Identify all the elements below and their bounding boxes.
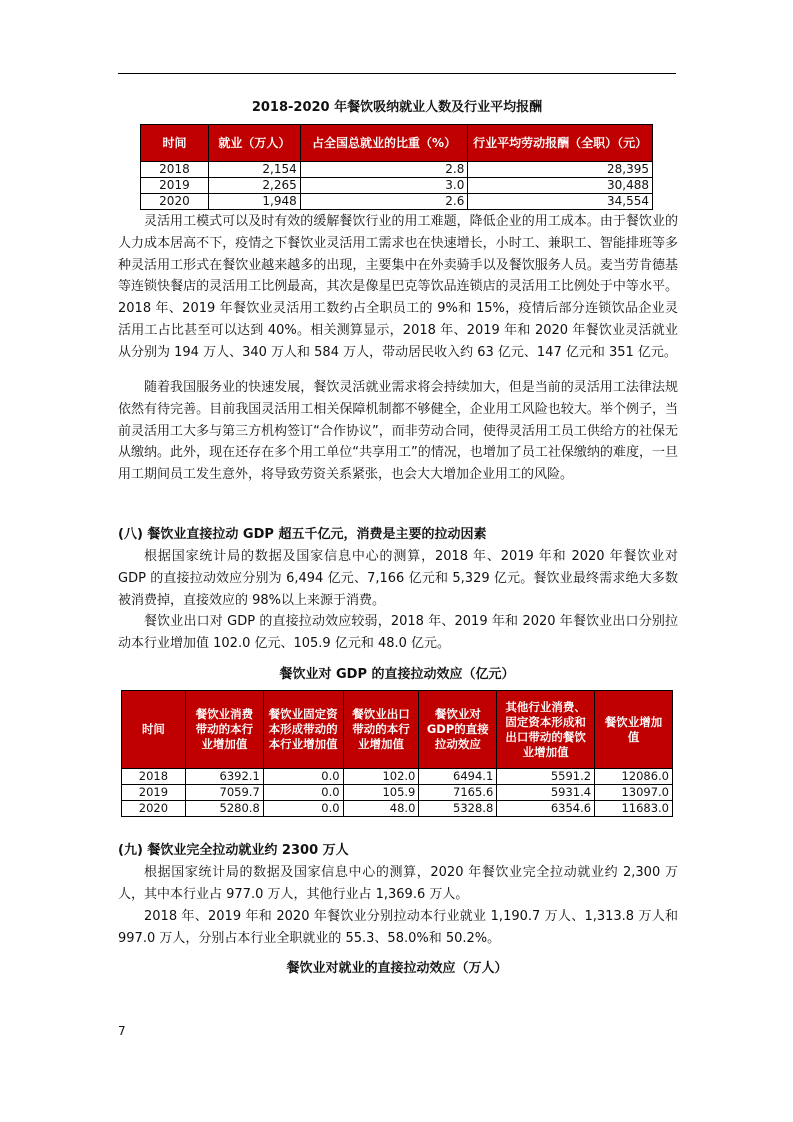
table-row xyxy=(141,194,653,210)
cell: 5328.8 xyxy=(419,801,497,817)
paragraph-total-employment: 根据国家统计局的数据及国家信息中心的测算，2020 年餐饮业完全拉动就业约 2,300 万人，其中本行业占 977.0 万人，其他行业占 1,369.6 万人。 xyxy=(118,865,678,902)
cell: 2018 xyxy=(122,769,186,785)
col-header: 时间 xyxy=(122,691,186,769)
paragraph-gdp-effect: 根据国家统计局的数据及国家信息中心的测算，2018 年、2019 年和 2020 年餐饮业对 GDP 的直接拉动效应分别为 6,494 亿元、7,166 亿元和 5,329 亿元。餐饮业最终需求绝大多数被消费掉，直接效应的 98%以上来源于消费。 xyxy=(118,549,678,608)
section-heading-employment: (九) 餐饮业完全拉动就业约 2300 万人 xyxy=(118,843,349,858)
cell: 11683.0 xyxy=(595,801,673,817)
page-number: 7 xyxy=(118,1024,126,1038)
col-header: 时间 xyxy=(141,125,209,162)
col-header: 行业平均劳动报酬（全职）（元） xyxy=(468,125,653,162)
table1-caption: 2018-2020 年餐饮吸纳就业人数及行业平均报酬 xyxy=(251,100,543,115)
cell: 2,154 xyxy=(208,162,300,178)
col-header: 就业（万人） xyxy=(208,125,300,162)
employment-table xyxy=(140,124,653,210)
cell: 2018 xyxy=(141,162,209,178)
paragraph-flexible-employment: 灵活用工模式可以及时有效的缓解餐饮行业的用工难题，降低企业的用工成本。由于餐饮业的人力成本居高不下，疫情之下餐饮业灵活用工需求也在快速增长，小时工、兼职工、智能排班等多种灵活用工形式在餐饮业越来越多的出现，主要集中在外卖骑手以及餐饮服务人员。麦当劳肯德基等连锁快餐店的灵活用工比例最高，其次是像星巴克等饮品连锁店的灵活用工比例处于中等水平。2018 年、2019 年餐饮业灵活用工数约占全职员工的 9%和 15%，疫情后部分连锁饮品企业灵活用工占比甚至可以达到 40%。相关测算显示，2018 年、2019 年和 2020 年餐饮业灵活就业从分别为 194 万人、340 万人和 584 万人，带动居民收入约 63 亿元、147 亿元和 351 亿元。 xyxy=(118,214,678,360)
cell: 5591.2 xyxy=(497,769,595,785)
cell: 2.6 xyxy=(300,194,468,210)
col-header: 餐饮业增加值 xyxy=(595,691,673,769)
cell: 5931.4 xyxy=(497,785,595,801)
paragraph-export-effect: 餐饮业出口对 GDP 的直接拉动效应较弱，2018 年、2019 年和 2020 年餐饮业出口分别拉动本行业增加值 102.0 亿元、105.9 亿元和 48.0 亿元。 xyxy=(118,614,678,651)
cell: 34,554 xyxy=(468,194,653,210)
cell: 2020 xyxy=(141,194,209,210)
cell: 2020 xyxy=(122,801,186,817)
table-row xyxy=(141,162,653,178)
col-header: 其他行业消费、固定资本形成和出口带动的餐饮业增加值 xyxy=(497,691,595,769)
cell: 105.9 xyxy=(343,785,419,801)
cell: 30,488 xyxy=(468,178,653,194)
cell: 13097.0 xyxy=(595,785,673,801)
gdp-effect-table xyxy=(121,690,673,817)
col-header: 餐饮业固定资本形成带动的本行业增加值 xyxy=(263,691,343,769)
col-header: 餐饮业对GDP的直接拉动效应 xyxy=(419,691,497,769)
cell: 7059.7 xyxy=(185,785,263,801)
header-rule xyxy=(118,73,676,74)
cell: 2,265 xyxy=(208,178,300,194)
cell: 1,948 xyxy=(208,194,300,210)
cell: 0.0 xyxy=(263,801,343,817)
cell: 2019 xyxy=(141,178,209,194)
cell: 102.0 xyxy=(343,769,419,785)
paragraph-industry-employment: 2018 年、2019 年和 2020 年餐饮业分别拉动本行业就业 1,190.7 万人、1,313.8 万人和 997.0 万人，分别占本行业全职就业的 55.3、58.0%和 50.2%。 xyxy=(118,909,678,946)
table-row xyxy=(122,785,673,801)
cell: 48.0 xyxy=(343,801,419,817)
cell: 2019 xyxy=(122,785,186,801)
col-header: 占全国总就业的比重（%） xyxy=(300,125,468,162)
table-row xyxy=(141,178,653,194)
table3-caption: 餐饮业对就业的直接拉动效应（万人） xyxy=(286,961,508,976)
section-heading-gdp: (八) 餐饮业直接拉动 GDP 超五千亿元，消费是主要的拉动因素 xyxy=(118,527,487,542)
cell: 6494.1 xyxy=(419,769,497,785)
cell: 6354.6 xyxy=(497,801,595,817)
cell: 0.0 xyxy=(263,769,343,785)
col-header: 餐饮业出口带动的本行业增加值 xyxy=(343,691,419,769)
table-row xyxy=(122,769,673,785)
cell: 28,395 xyxy=(468,162,653,178)
cell: 0.0 xyxy=(263,785,343,801)
cell: 6392.1 xyxy=(185,769,263,785)
table2-caption: 餐饮业对 GDP 的直接拉动效应（亿元） xyxy=(279,667,515,682)
cell: 12086.0 xyxy=(595,769,673,785)
paragraph-legal-risks: 随着我国服务业的快速发展，餐饮灵活就业需求将会持续加大，但是当前的灵活用工法律法规依然有待完善。目前我国灵活用工相关保障机制都不够健全，企业用工风险也较大。举个例子，当前灵活用工大多与第三方机构签订“合作协议”，而非劳动合同，使得灵活用工员工供给方的社保无从缴纳。此外，现在还存在多个用工单位“共享用工”的情况，也增加了员工社保缴纳的难度，一旦用工期间员工发生意外，将导致劳资关系紧张，也会大大增加企业用工的风险。 xyxy=(118,380,678,483)
cell: 7165.6 xyxy=(419,785,497,801)
cell: 2.8 xyxy=(300,162,468,178)
cell: 3.0 xyxy=(300,178,468,194)
col-header: 餐饮业消费带动的本行业增加值 xyxy=(185,691,263,769)
table-row xyxy=(122,801,673,817)
cell: 5280.8 xyxy=(185,801,263,817)
